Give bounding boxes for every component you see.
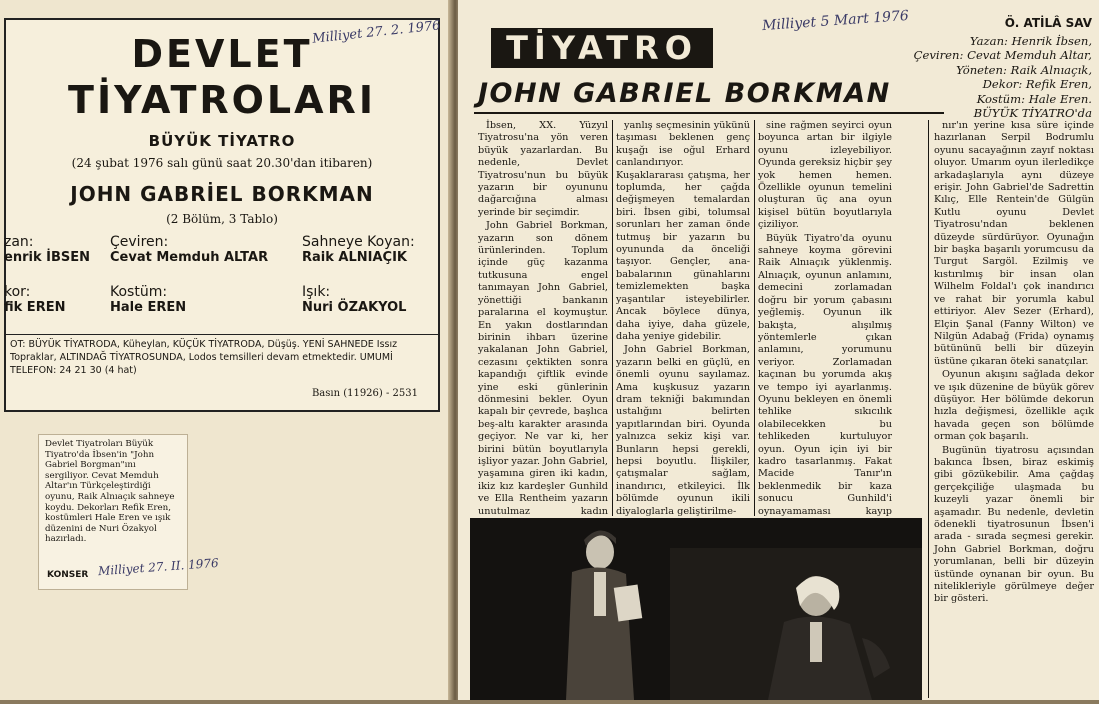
article-column-4: [934, 120, 1094, 698]
article-column-1: [478, 120, 608, 516]
ad-credit-label: Çeviren:: [110, 234, 169, 250]
article-column-2: [616, 120, 750, 516]
ad-credit-label: Kostüm:: [110, 284, 168, 300]
article-paragraph: John Gabriel Borkman, yazarın son dönem ürünlerinden. Toplum içinde güç kazanma tutkusuna engel tanımayan John Gabriel, yönettiği bankanın paralarına el koymuştur. En yakın dostlarından birinin ihbarı üzerine yakalanan John Gabriel, cezasını çektikten sonra kapandığı çiftlik evinde yine eski günlerinin dönmesini bekler. Oyun kapalı bir çevrede, başlıca beş-altı karakter arasında geçiyor. Ne var ki, her birini bütün boyutlarıyla işliyor yazar. John Gabriel, yaşamına giren iki kadın, ikiz kız kardeşler Gunhild ve Ella Rentheim yazarın unutulmaz kadın: [478, 220, 608, 517]
handwritten-date-right: Milliyet 5 Mart 1976: [761, 7, 910, 35]
article-column-3: [758, 120, 892, 516]
ad-credit-value: fik EREN: [4, 300, 66, 315]
ad-play-title: JOHN GABRİEL BORKMAN: [70, 182, 374, 206]
ad-title-line2: TİYATROLARI: [68, 78, 376, 122]
ad-credit-director: [302, 234, 415, 265]
stage-photo: [470, 518, 922, 700]
ad-credit-translator: [110, 234, 268, 265]
ad-credit-value: Cevat Memduh ALTAR: [110, 250, 269, 265]
article-paragraph: John Gabriel Borkman, yazarın belki en güçlü, en önemli oyunu sayılamaz. Ama kuşkusuz yazarın dram tekniği bakımından ustalığını belirten yapıtlarından biri. Oyunda yalnızca sekiz kişi var. Bunların hepsi gerekli, hepsi boyutlu. İlişkiler, çatışmalar sağlam, inandırıcı, etkileyici. İlk bölümde oyunun ikili diyaloglarla geliştirilme-: [616, 344, 750, 517]
ad-credit-label: Sahneye Koyan:: [302, 234, 415, 250]
article-paragraph: Bugünün tiyatrosu açısından bakınca İbsen, biraz eskimiş gibi gözükebilir. Ama çağdaş gerçekçiliğe ulaşmada bu kuzeyli yazar önemli bir aşamadır. Bu nedenle, devletin ödenekli tiyatrosunun İbsen'i arada - sırada seçmesi gerekir. John Gabriel Borkman, doğru yorumlanan, belli bir düzeyin üstünde oynanan bir oyun. Bu nitelikleriyle görülmeye değer bir gösteri.: [934, 444, 1094, 605]
column-divider: [754, 120, 755, 516]
ad-credit-costume: [110, 284, 186, 315]
credit-line: Kostüm: Hale Eren.: [976, 91, 1092, 106]
article-paragraph: yanlış seçmesinin yükünü taşıması beklenen genç kuşağı ise oğul Erhard canlandırıyor. Kuşaklararası çatışma, her toplumda, her çağda değişmeyen temalardan biri. İbsen gibi, tolumsal sorunları her zaman önde tutmuş bir yazarın bu oyununda da önceliği taşıyor. Gençler, ana-babalarının günahlarını temizlemekten başka yaşantılar isteyebilirler. Ancak böylece dünya, daha iyiye, daha güzele, daha yeniye gidebilir.: [616, 120, 750, 342]
article-paragraph: Büyük Tiyatro'da oyunu sahneye koyma görevini Raik Alnıaçık yüklenmiş. Alnıaçık, oyunun anlamını, demecini zorlamadan doğru bir yorum çabasını yeğlemiş. Oyunun ilk bakışta, alışılmış yöntemlerle çıkan anlamını, yorumunu veriyor. Zorlamadan kaçınan bu yorumda akış ve tempo iyi ayarlanmış. Oyunu bekleyen en önemli tehlike sıkıcılık olabilecekken bu tehlikeden kurtuluyor oyun. Oyun için iyi bir kadro tasarlanmış. Fakat Macide Tanır'ın beklenmedik bir kaza sonucu Gunhild'i oynayamaması kayıp: [758, 232, 892, 517]
ad-credit-lighting: [302, 284, 406, 315]
title-rule: [474, 112, 944, 114]
ad-credit-value: enrik İBSEN: [4, 250, 90, 265]
ad-date: (24 şubat 1976 salı günü saat 20.30'dan itibaren): [71, 156, 373, 170]
notice-text: Devlet Tiyatroları Büyük Tiyatro'da İbsen'in "John Gabriel Borgman"ını sergiliyor. Cevat Memduh Altar'ın Türkçeleştirdiği oyunu, Raik Alnıaçık sahneye koydu. Dekorları Refik Eren, kostümleri Hale Eren ve ışık düzenini de Nuri Özakyol hazırladı.: [45, 439, 175, 545]
ad-credit-value: Raik ALNIAÇIK: [302, 250, 407, 265]
ad-credit-author: [4, 234, 90, 265]
review-author: Ö. ATİLÂ SAV: [1004, 16, 1092, 30]
column-divider: [928, 120, 929, 698]
ad-credit-label: Işık:: [302, 284, 331, 300]
article-paragraph: İbsen, XX. Yüzyıl Tiyatrosu'na yön veren büyük yazarlardan. Bu nedenle, Devlet Tiyatrosu'nun bu büyük yazarın bir oyununu dağarcığına alması yerinde bir seçimdir.: [478, 120, 608, 218]
article-paragraph: sine rağmen seyirci oyun boyunca artan bir ilgiyle oyunu izleyebiliyor. Oyunda gereksiz hiçbir şey yok hemen hemen. Özellikle oyunun temelini oluşturan üç ana oyun kişisel bütün boyutlarıyla çiziliyor.: [758, 120, 892, 231]
credit-line: BÜYÜK TİYATRO'da: [973, 106, 1092, 121]
review-credits: [900, 34, 1092, 120]
ad-note: OT: BÜYÜK TİYATRODA, Küheylan, KÜÇÜK TİYATRODA, Düşüş. YENİ SAHNEDE Issız Topraklar, ALTINDAĞ TİYATROSUNDA, Lodos temsilleri devam etmektedir. UMUMİ TELEFON: 24 21 30 (4 hat): [10, 339, 398, 376]
ad-venue: BÜYÜK TİYATRO: [148, 132, 296, 150]
credit-line: Çeviren: Cevat Memduh Altar,: [913, 48, 1092, 63]
credit-line: Yazan: Henrik İbsen,: [969, 34, 1092, 48]
ad-credit-value: Hale EREN: [110, 300, 187, 315]
ad-credit-value: Nuri ÖZAKYOL: [302, 300, 407, 315]
ad-parts: (2 Bölüm, 3 Tablo): [166, 212, 278, 226]
stage-photo-illustration: [470, 518, 922, 700]
ad-credit-label: kor:: [4, 284, 31, 300]
ad-divider: [6, 334, 438, 335]
article-paragraph: nır'ın yerine kısa süre içinde hazırlanan Serpil Bodrumlu oyunu sacayağının zayıf noktası oluyor. Umarım oyun ilerledikçe arkadaşlarıyla aynı düzeye erişir. John Gabriel'de Sadrettin Kılıç, Elle Rentein'de Gülgün Kutlu oyunu Devlet Tiyatrosu'ndan beklenen düzeyde sürdürüyor. Oyunağın bir başka başarılı yorumcusu da Turgut Sargöl. Ezilmiş ve kıstırılmış bir insan olan Wilhelm Foldal'ı çok inandırıcı ve rahat bir yorumla kabul ettiriyor. Alev Sezer (Erhard), Elçin Şanal (Fanny Wilton) ve Nilgün Adabağ (Frida) oynamış bütününü belli bir düzeyin üstüne çıkaran öteki sanatçılar.: [934, 120, 1094, 367]
handwritten-date-notice: Milliyet 27. II. 1976: [97, 555, 220, 579]
section-label: TİYATRO: [491, 28, 713, 68]
notice-footer: KONSER: [47, 570, 89, 581]
theatre-advertisement: [4, 18, 440, 412]
ad-press-code: Basın (11926) - 2531: [311, 388, 418, 399]
handwritten-date-left: Milliyet 27. 2. 1976: [311, 18, 442, 47]
column-divider: [612, 120, 613, 516]
review-title: JOHN GABRIEL BORKMAN: [478, 78, 891, 109]
credit-line: Dekor: Refik Eren,: [982, 77, 1092, 92]
ad-title-line1: DEVLET: [131, 32, 313, 76]
article-paragraph: Oyunun akışını sağlada dekor ve ışık düzenine de büyük görev düşüyor. Her bölümde dekorun hızla değişmesi, özellikle açık havada geçen son bölümde orman çok başarılı.: [934, 369, 1094, 443]
left-page: [0, 0, 452, 700]
ad-credit-label: zan:: [4, 234, 34, 250]
ad-credit-decor: [4, 284, 65, 315]
credit-line: Yöneten: Raik Alnıaçık,: [956, 62, 1092, 77]
